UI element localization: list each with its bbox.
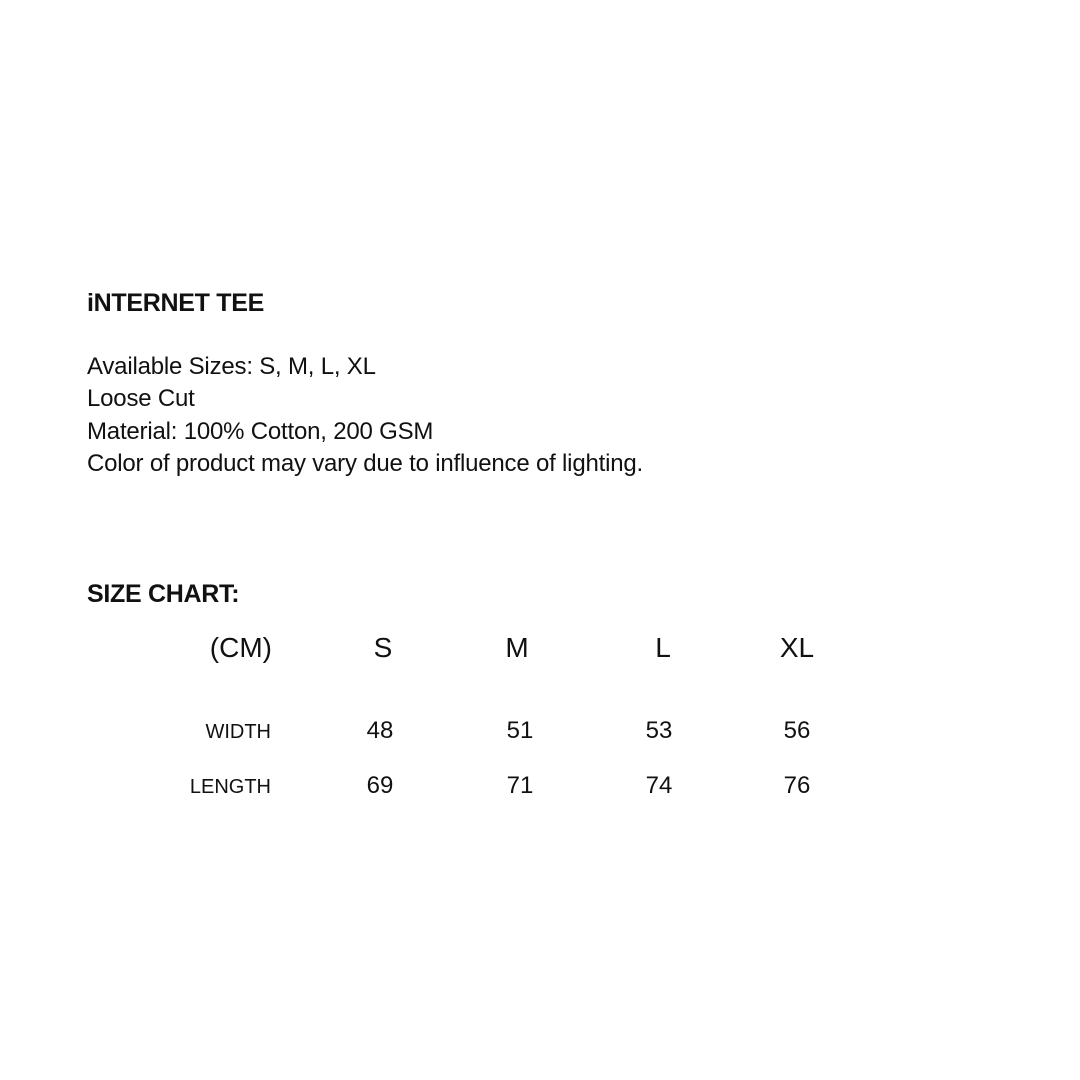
length-value-xl: 76	[783, 772, 811, 799]
unit-header: (CM)	[209, 632, 272, 663]
width-value-m: 51	[506, 717, 534, 744]
product-details	[87, 351, 643, 480]
width-value-xl: 56	[783, 717, 811, 744]
width-value-l: 53	[645, 717, 673, 744]
length-value-l: 74	[645, 772, 673, 799]
cut-text: Loose Cut	[87, 385, 195, 413]
column-header-s: S	[373, 632, 393, 663]
column-header-m: M	[505, 632, 529, 663]
row-label-width: WIDTH	[205, 721, 271, 743]
row-label-length: LENGTH	[189, 776, 271, 798]
width-value-s: 48	[366, 717, 394, 744]
column-header-l: L	[655, 632, 671, 663]
column-header-xl: XL	[779, 632, 815, 663]
length-value-s: 69	[366, 772, 394, 799]
length-value-m: 71	[506, 772, 534, 799]
available-sizes-text: Available Sizes: S, M, L, XL	[87, 353, 376, 380]
size-chart-heading: SIZE CHART:	[87, 580, 240, 608]
color-disclaimer-text: Color of product may vary due to influence of lighting.	[87, 449, 643, 477]
product-title: iNTERNET TEE	[87, 289, 264, 317]
material-text: Material: 100% Cotton, 200 GSM	[87, 417, 434, 445]
